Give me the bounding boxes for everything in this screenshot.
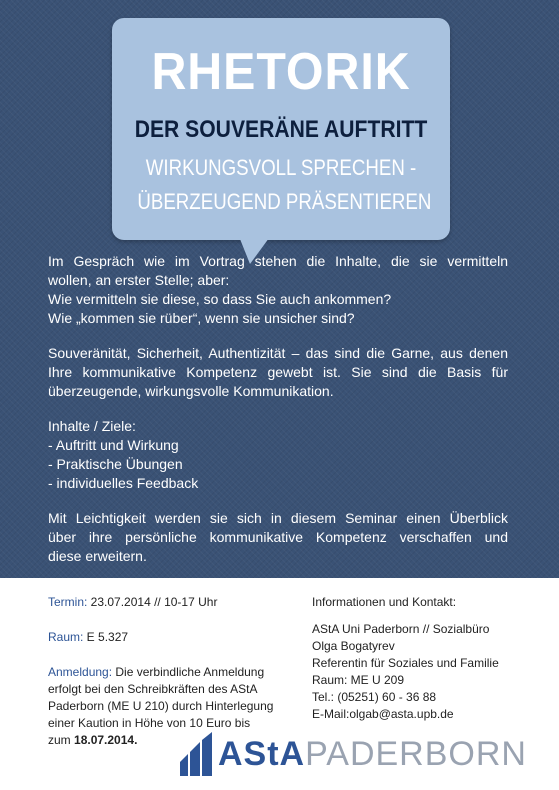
contact-line: Olga Bogatyrev: [312, 639, 395, 653]
asta-logo: [178, 730, 548, 778]
raum-value: E 5.327: [83, 630, 129, 644]
tagline-line-1: WIRKUNGSVOLL SPRECHEN -: [145, 155, 417, 180]
event-details: [48, 594, 284, 749]
contact-info: [312, 594, 522, 723]
anmeldung-row: [48, 664, 284, 681]
logo-part-paderborn: PADERBORN: [305, 735, 527, 773]
raum-row: [48, 629, 284, 646]
para2-line: Ihre kommunikative Kompetenz gewebt ist. Sie sind die Basis für: [48, 364, 508, 380]
termin-label: Termin:: [48, 595, 88, 609]
goals-heading: Inhalte / Ziele:: [48, 418, 136, 434]
contact-line: Raum: ME U 209: [312, 673, 405, 687]
flyer-subtitle: DER SOUVERÄNE AUFTRITT: [134, 116, 428, 143]
anmeldung-label: Anmeldung:: [48, 665, 113, 679]
anmeldung-line: einer Kaution in Höhe von 10 Euro bis: [48, 716, 251, 730]
para2-line: Souveränität, Sicherheit, Authentizität – das sind die Garne, aus denen: [48, 345, 508, 361]
raum-label: Raum:: [48, 630, 84, 644]
flyer-title: RHETORIK: [151, 43, 411, 101]
contact-line: AStA Uni Paderborn // Sozialbüro: [312, 622, 490, 636]
para4-line: diese erweitern.: [48, 548, 147, 564]
body-text: [48, 252, 508, 566]
asta-logo-text: [218, 730, 527, 778]
question-line: Wie „kommen sie rüber“, wenn sie unsicher sind?: [48, 310, 355, 326]
anmeldung-deadline: 18.07.2014.: [74, 733, 138, 747]
para2-line: überzeugende, wirkungsvolle Kommunikation.: [48, 383, 334, 399]
contact-email[interactable]: E-Mail:olgab@asta.upb.de: [312, 707, 454, 721]
goal-item: - Praktische Übungen: [48, 456, 183, 472]
anmeldung-text: Die verbindliche Anmeldung: [112, 665, 265, 679]
para4-line: über ihre persönliche kommunikative Kompetenz verschaffen und: [48, 529, 508, 545]
anmeldung-line: Paderborn (ME U 210) durch Hinterlegung: [48, 699, 274, 713]
termin-row: [48, 594, 284, 611]
tagline-line-2: ÜBERZEUGEND PRÄSENTIEREN: [137, 189, 432, 214]
asta-logo-icon: [178, 730, 214, 778]
contact-line: Referentin für Soziales und Familie: [312, 656, 499, 670]
anmeldung-line: erfolgt bei den Schreibkräften des AStA: [48, 682, 258, 696]
goal-item: - Auftritt und Wirkung: [48, 437, 179, 453]
goal-item: - individuelles Feedback: [48, 475, 199, 491]
intro-line: Im Gespräch wie im Vortrag stehen die Inhalte, die sie vermitteln: [48, 253, 508, 269]
anmeldung-prefix: zum: [48, 733, 75, 747]
para4-line: Mit Leichtigkeit werden sie sich in diesem Seminar einen Überblick: [48, 510, 508, 526]
speech-bubble: [112, 18, 450, 240]
question-line: Wie vermitteln sie diese, so dass Sie auch ankommen?: [48, 291, 392, 307]
intro-line: wollen, an erster Stelle; aber:: [48, 272, 230, 288]
termin-value: 23.07.2014 // 10-17 Uhr: [87, 595, 218, 609]
contact-heading: Informationen und Kontakt:: [312, 595, 457, 609]
contact-line: Tel.: (05251) 60 - 36 88: [312, 690, 437, 704]
logo-part-asta: AStA: [218, 735, 306, 773]
